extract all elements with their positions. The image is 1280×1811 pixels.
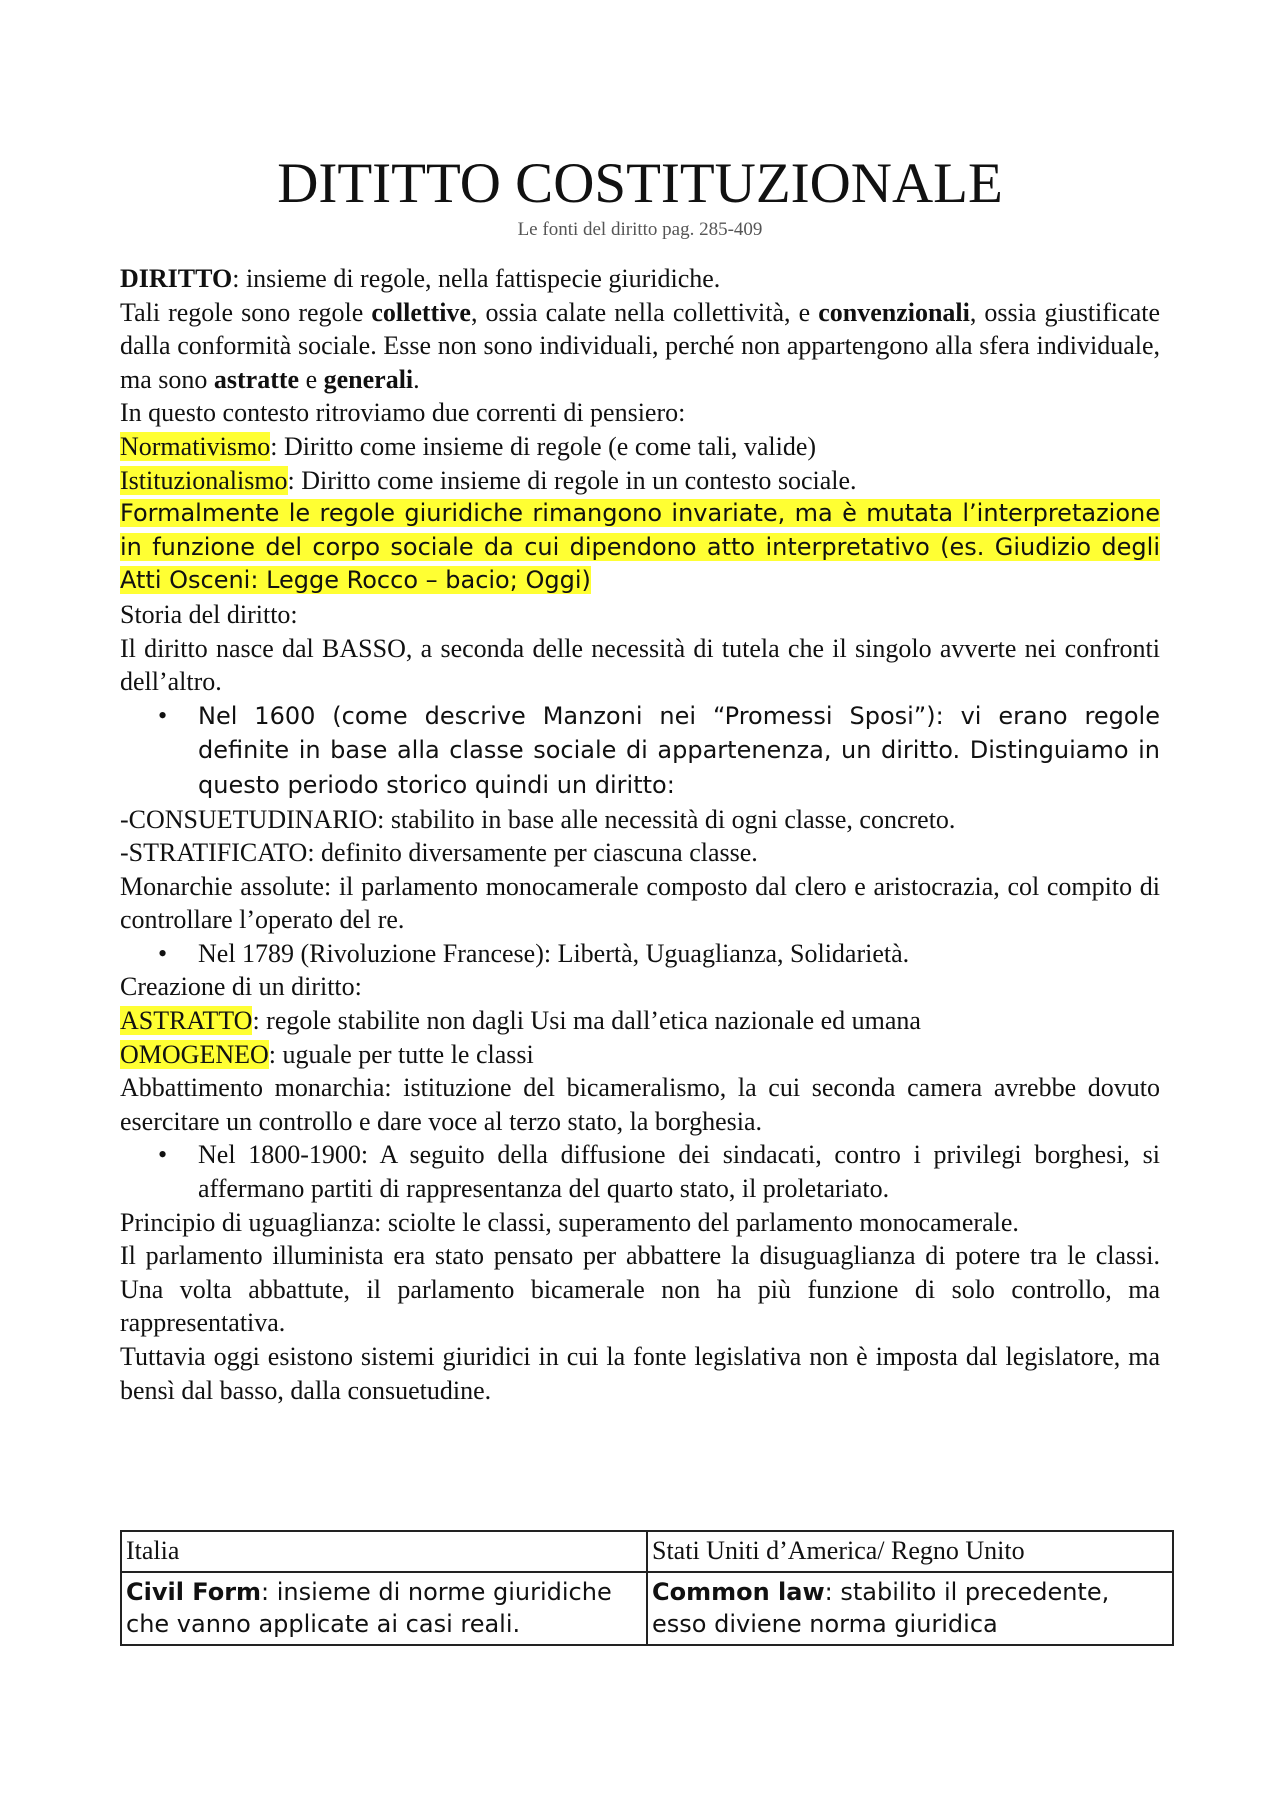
term-convenzionali: convenzionali (818, 297, 970, 327)
paragraph-tuttavia: Tuttavia oggi esistono sistemi giuridici in cui la fonte legislativa non è imposta dal legislatore, ma bensì dal basso, dalla consuetudine. (120, 1342, 1160, 1405)
paragraph-omogeneo (120, 1038, 1160, 1072)
paragraph-definition (120, 262, 1160, 296)
text: : uguale per tutte le classi (268, 1039, 534, 1069)
highlight-astratto: ASTRATTO (120, 1006, 253, 1036)
paragraph-monarchie: Monarchie assolute: il parlamento monocamerale composto dal clero e aristocrazia, col compito di controllare l’operato del re. (120, 871, 1160, 935)
bullet-text: Nel 1800-1900: A seguito della diffusione dei sindacati, contro i privilegi borghesi, si affermano partiti di rappresentanza del quarto stato, il proletariato. (198, 1140, 1160, 1204)
paragraph-uguaglianza: Principio di uguaglianza: sciolte le classi, superamento del parlamento monocamerale. (120, 1207, 1019, 1237)
text: , ossia giustificate dalla conformità sociale. Esse non sono individuali, perché non appartengono alla sfera individuale, ma sono (120, 297, 1160, 394)
table-cell-civil-form (121, 1572, 647, 1645)
bullet-1789 (120, 937, 1160, 971)
highlight-omogeneo: OMOGENEO (120, 1039, 269, 1069)
bullet-icon: • (158, 1140, 168, 1170)
term-collettive: collettive (371, 297, 471, 327)
paragraph-istituzionalismo (120, 464, 1160, 498)
text: : Diritto come insieme di regole (e come tali, valide) (270, 431, 817, 461)
paragraph-history: Il diritto nasce dal BASSO, a seconda delle necessità di tutela che il singolo avverte nei confronti dell’altro. (120, 633, 1160, 697)
term-civil-form: Civil Form (126, 1578, 262, 1606)
paragraph-illuminista: Il parlamento illuminista era stato pensato per abbattere la disuguaglianza di potere tra le classi. Una volta abbattute, il parlamento bicamerale non ha più funzione di solo controllo, ma rappresentativa. (120, 1241, 1160, 1338)
text: : Diritto come insieme di regole in un contesto sociale. (287, 465, 857, 495)
term-generali: generali (323, 364, 414, 394)
bullet-1800 (120, 1138, 1160, 1205)
bullet-text: Nel 1600 (come descrive Manzoni nei “Promessi Sposi”): vi erano regole definite in base alla classe sociale di appartenenza, un diritto. Distinguiamo in questo periodo storico quindi un diritto: (198, 701, 1160, 799)
document-body (120, 262, 1160, 1407)
highlight-normativismo: Normativismo (120, 431, 271, 461)
page-title: DITITTO COSTITUZIONALE (277, 152, 1003, 215)
paragraph-astratto (120, 1004, 1160, 1038)
bullet-1600 (120, 699, 1160, 803)
table-header-row (121, 1531, 1173, 1572)
highlight-istituzionalismo: Istituzionalismo (120, 465, 288, 495)
paragraph-interpretation (120, 497, 1160, 598)
bullet-icon: • (158, 700, 168, 730)
table-header-usa-uk: Stati Uniti d’America/ Regno Unito (647, 1531, 1173, 1572)
definition-text: : insieme di regole, nella fattispecie giuridiche. (232, 264, 721, 293)
paragraph-history-heading: Storia del diritto: (120, 599, 298, 629)
paragraph-abbattimento: Abbattimento monarchia: istituzione del bicameralismo, la cui seconda camera avrebbe dovuto esercitare un controllo e dare voce al terzo stato, la borghesia. (120, 1073, 1160, 1136)
paragraph-consuetudinario: -CONSUETUDINARIO: stabilito in base alle necessità di ogni classe, concreto. (120, 804, 956, 834)
paragraph-rules (120, 296, 1160, 397)
term-astratte: astratte (213, 364, 300, 394)
text: : stabilito il precedente, esso diviene norma giuridica (652, 1578, 1110, 1638)
paragraph-creazione: Creazione di un diritto: (120, 972, 362, 1002)
highlight-interpretation: Formalmente le regole giuridiche rimangono invariate, ma è mutata l’interpretazione in funzione del corpo sociale da cui dipendono atto interpretativo (es. Giudizio degli Atti Osceni: Legge Rocco – bacio; Oggi) (120, 499, 1160, 595)
paragraph-currents: In questo contesto ritroviamo due correnti di pensiero: (120, 398, 686, 428)
table-header-italia: Italia (121, 1531, 647, 1572)
term-diritto: DIRITTO (120, 264, 233, 293)
paragraph-normativismo (120, 430, 1160, 464)
page-subtitle: Le fonti del diritto pag. 285-409 (517, 219, 763, 240)
paragraph-stratificato: -STRATIFICATO: definito diversamente per ciascuna classe. (120, 838, 758, 868)
table-cell-common-law (647, 1572, 1173, 1645)
text: Tali regole sono regole (120, 297, 372, 327)
text: . (413, 364, 420, 394)
term-common-law: Common law (652, 1578, 825, 1606)
table-row (121, 1572, 1173, 1645)
bullet-icon: • (158, 938, 168, 968)
text: : regole stabilite non dagli Usi ma dall’etica nazionale ed umana (252, 1006, 921, 1036)
comparison-table (120, 1530, 1174, 1646)
text: e (299, 364, 324, 394)
text: , ossia calate nella collettività, e (470, 297, 819, 327)
text: : insieme di norme giuridiche che vanno applicate ai casi reali. (126, 1578, 612, 1638)
bullet-text: Nel 1789 (Rivoluzione Francese): Libertà, Uguaglianza, Solidarietà. (198, 938, 910, 968)
